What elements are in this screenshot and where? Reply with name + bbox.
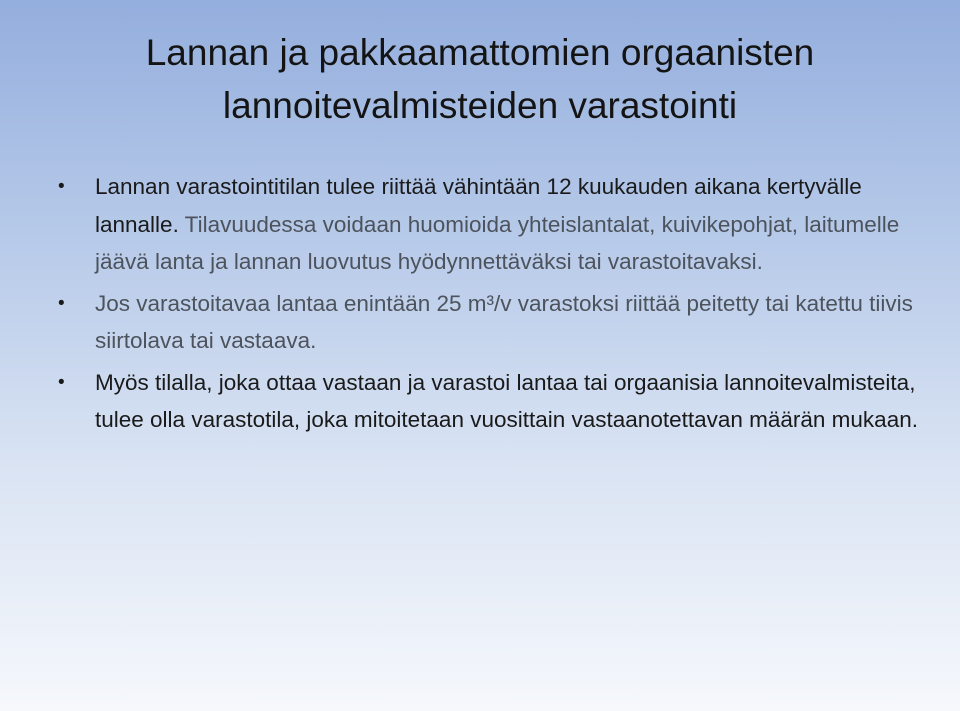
bullet-list	[58, 168, 938, 443]
title-line-2: lannoitevalmisteiden varastointi	[222, 85, 738, 126]
bullet-text-volume-considerations: Tilavuudessa voidaan huomioida yhteislantalat, kuivikepohjat, laitumelle jäävä lanta ja lannan luovutus hyödynnettäväksi tai varastoitavaksi.	[95, 211, 900, 274]
bullet-text-small-volume: Jos varastoitavaa lantaa enintään 25 m³/v varastoksi riittää peitetty tai katettu tiivis siirtolava tai vastaava.	[95, 290, 913, 353]
title-line-1: Lannan ja pakkaamattomien orgaanisten	[145, 32, 815, 73]
bullet-dot-icon: •	[58, 371, 65, 393]
bullet-text-receiving-farm: Myös tilalla, joka ottaa vastaan ja varastoi lantaa tai orgaanisia lannoitevalmisteita, tulee olla varastotila, joka mitoitetaan vuosittain vastaanotettavan määrän mukaan.	[95, 369, 918, 432]
slide-title	[0, 26, 960, 132]
bullet-dot-icon: •	[58, 292, 65, 314]
bullet-item-storage-capacity	[58, 168, 938, 281]
bullet-text-storage-requirement: Lannan varastointitilan tulee riittää vähintään 12 kuukauden aikana kertyvälle lannalle.	[95, 174, 862, 237]
bullet-dot-icon: •	[58, 176, 65, 197]
bullet-item-receiving-farm	[58, 364, 938, 439]
bullet-item-small-volume	[58, 285, 938, 360]
